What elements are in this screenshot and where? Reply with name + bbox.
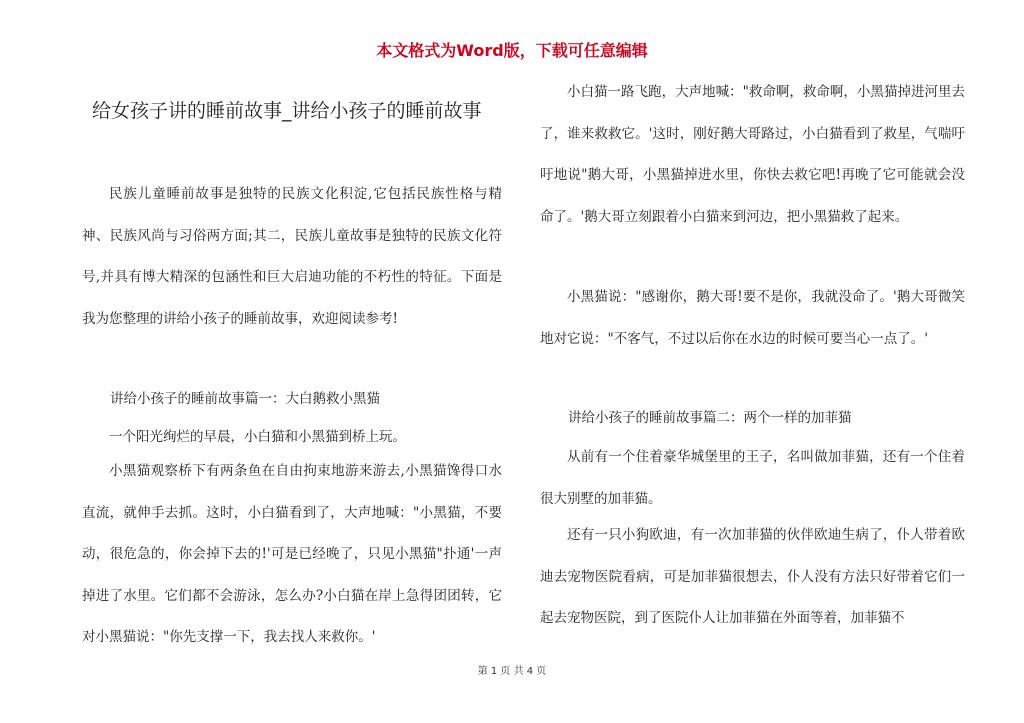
document-title: 给女孩子讲的睡前故事_讲给小孩子的睡前故事 (92, 100, 482, 122)
story-two-heading: 讲给小孩子的睡前故事篇二：两个一样的加菲猫 (568, 410, 852, 426)
story-two-paragraph-2: 还有一只小狗欧迪，有一次加菲猫的伙伴欧迪生病了，仆人带着欧迪去宠物医院看病，可是加菲猫很想去，仆人没有方法只好带着它们一起去宠物医院，到了医院仆人让加菲猫在外面等着，加菲猫不 (540, 527, 965, 626)
story-two-paragraph-1: 从前有一个住着豪华城堡里的王子，名叫做加菲猫，还有一个住着很大别墅的加菲猫。 (540, 449, 965, 507)
story-one-heading: 讲给小孩子的睡前故事篇一：大白鹅救小黑猫 (110, 391, 380, 407)
story-one-paragraph-2: 小黑猫观察桥下有两条鱼在自由拘束地游来游去,小黑猫馋得口水直流，就伸手去抓。这时，小白猫看到了，大声地喊："小黑猫，不要动，很危急的，你会掉下去的!'可是已经晚了，只见小黑猫"扑通'一声掉进了水里。它们都不会游泳，怎么办?小白猫在岸上急得团团转，它对小黑猫说："你先支撑一下，我去找人来救你。' (82, 463, 502, 645)
download-banner: 本文格式为Word版，下载可任意编辑 (376, 41, 648, 60)
story-one-paragraph-1: 一个阳光绚烂的早晨，小白猫和小黑猫到桥上玩。 (109, 429, 406, 445)
story-one-paragraph-4: 小黑猫说："感谢你，鹅大哥!要不是你，我就没命了。'鹅大哥微笑地对它说："不客气，不过以后你在水边的时候可要当心一点了。' (540, 289, 965, 347)
story-one-paragraph-3: 小白猫一路飞跑，大声地喊："救命啊，救命啊，小黑猫掉进河里去了，谁来救救它。'这时，刚好鹅大哥路过，小白猫看到了救星，气喘吁吁地说"鹅大哥，小黑猫掉进水里，你快去救它吧!再晚了它可能就会没命了。'鹅大哥立刻跟着小白猫来到河边，把小黑猫救了起来。 (540, 84, 965, 225)
page-footer: 第 1 页 共 4 页 (477, 666, 547, 677)
intro-paragraph: 民族儿童睡前故事是独特的民族文化积淀,它包括民族性格与精神、民族风尚与习俗两方面;其二，民族儿童故事是独特的民族文化符号,并具有博大精深的包涵性和巨大启迪功能的不朽性的特征。下面是我为您整理的讲给小孩子的睡前故事，欢迎阅读参考! (82, 186, 502, 327)
